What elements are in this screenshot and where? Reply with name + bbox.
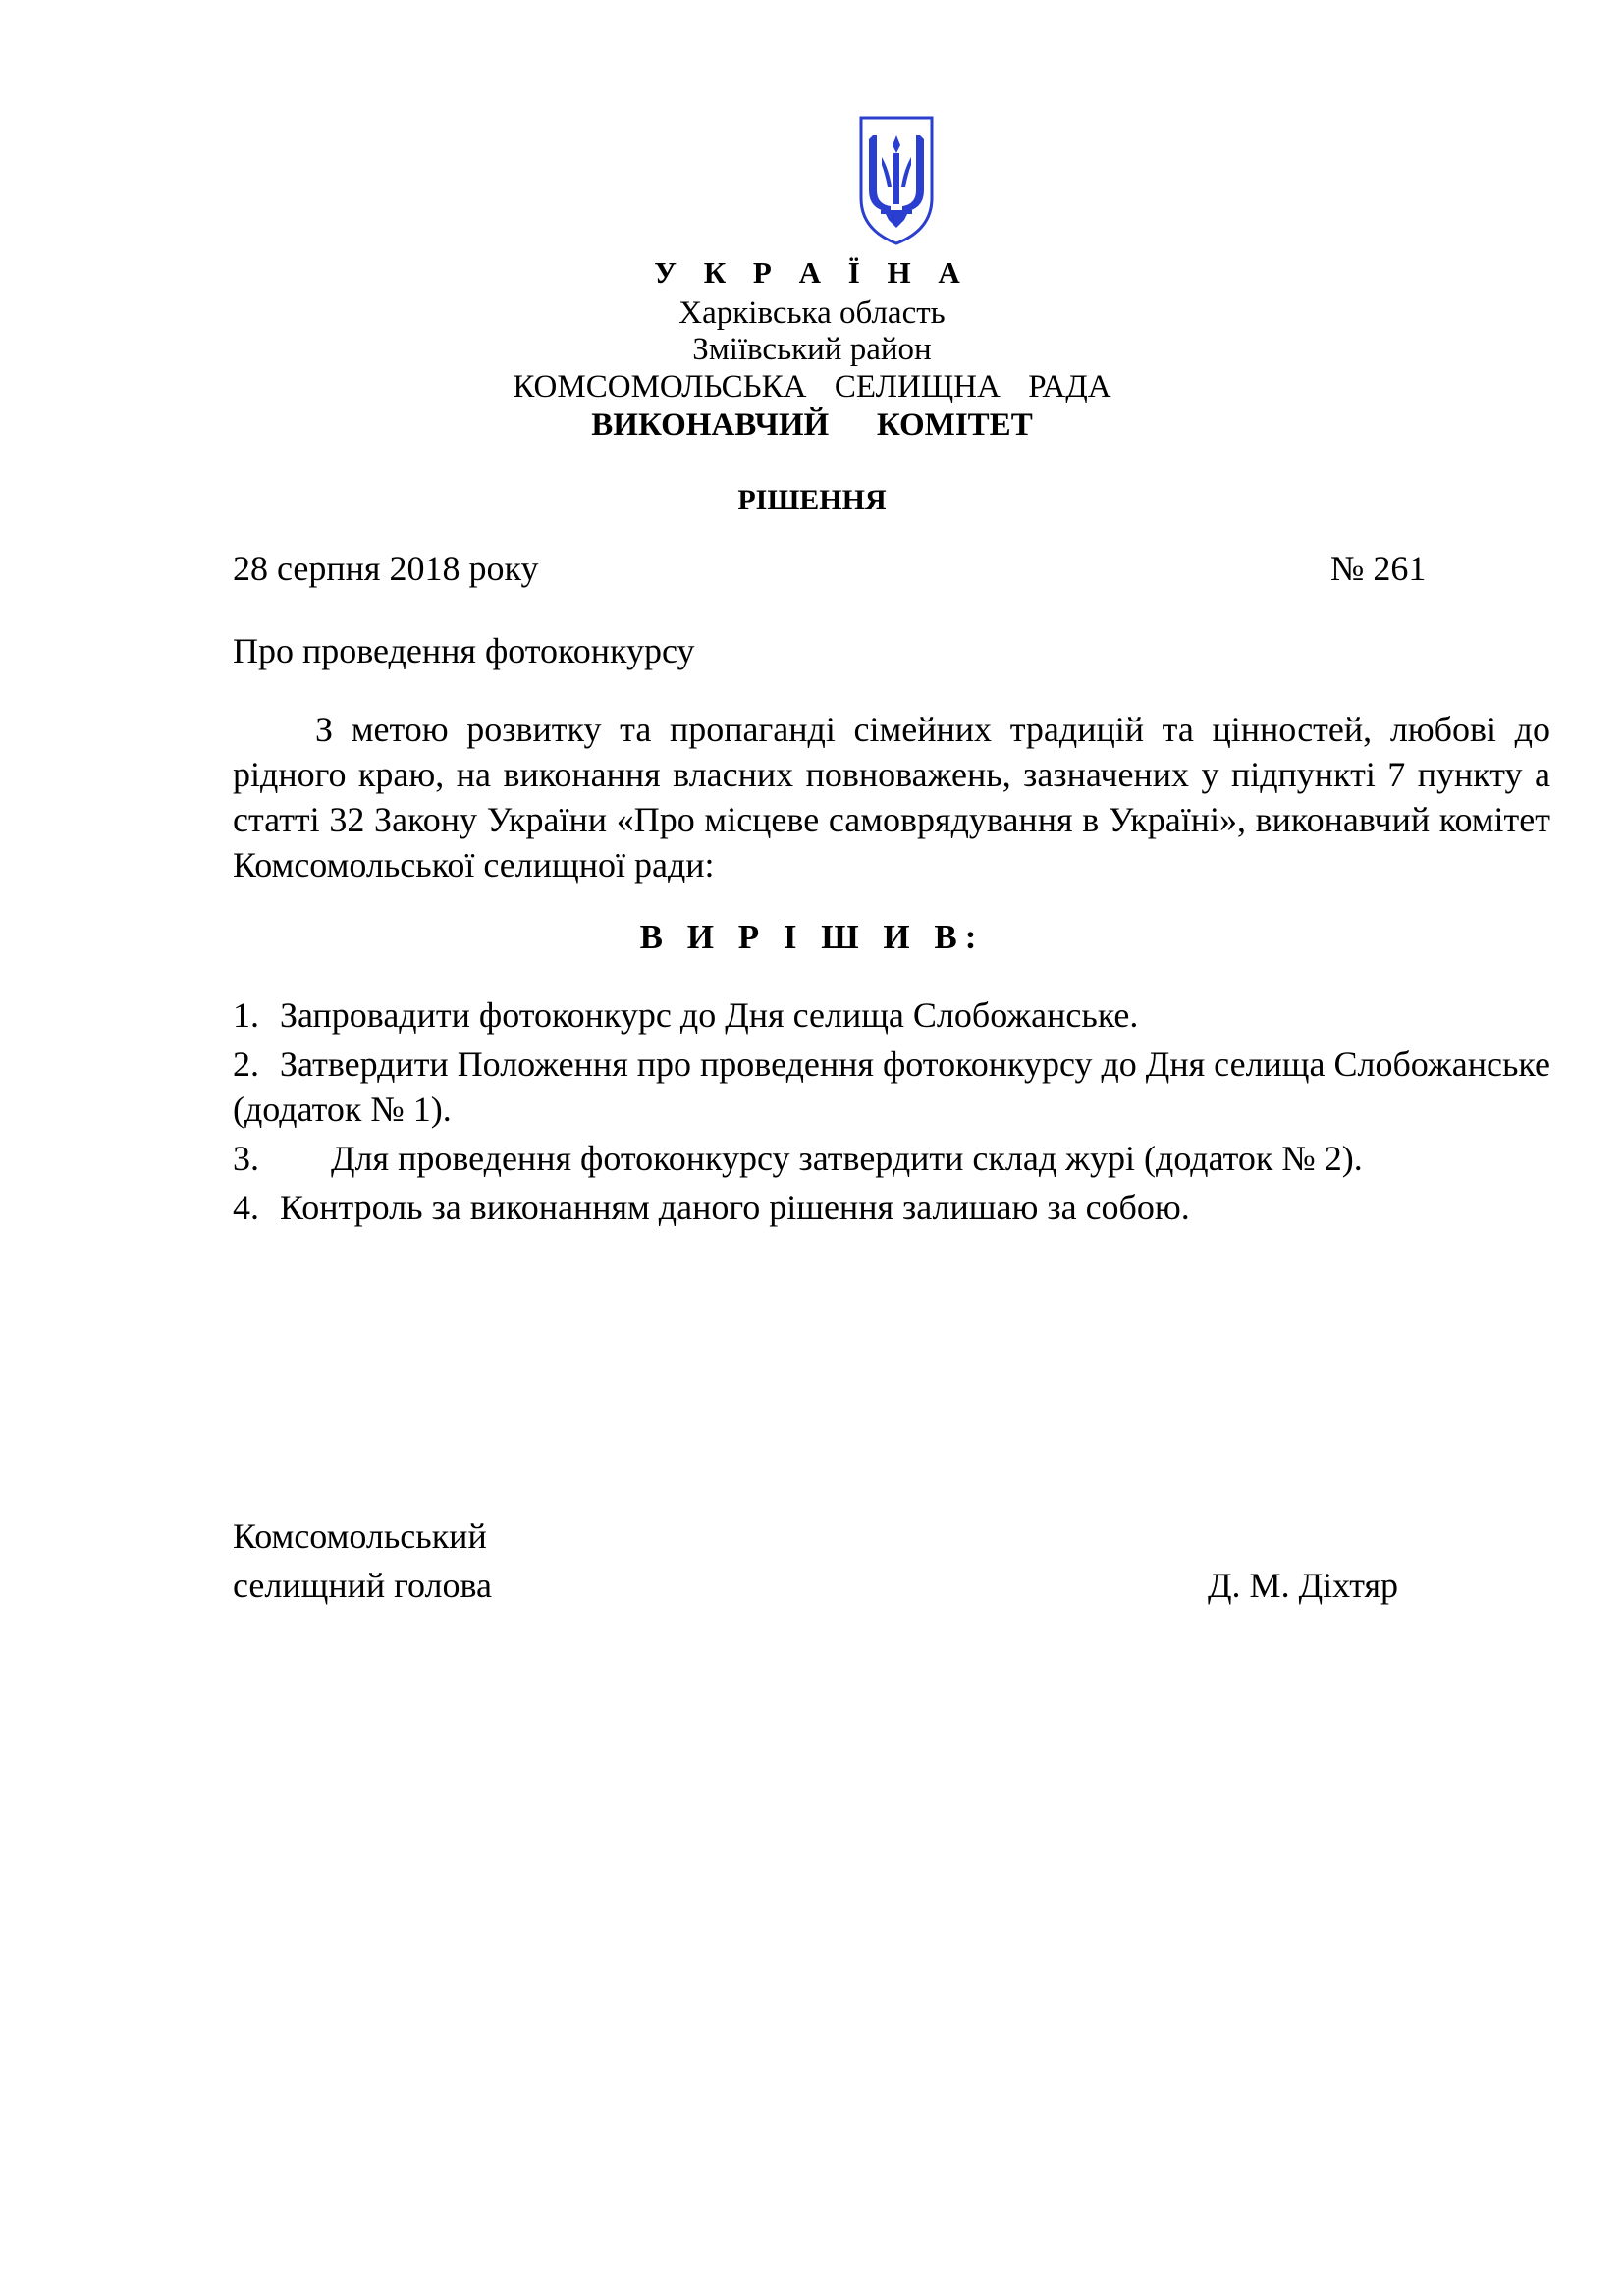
item-text: Запровадити фотоконкурс до Дня селища Слобожанське. xyxy=(280,995,1139,1035)
decision-date: 28 серпня 2018 року xyxy=(233,549,539,588)
council-name: КОМСОМОЛЬСЬКА СЕЛИЩНА РАДА xyxy=(513,369,1111,404)
list-item xyxy=(233,992,1550,1038)
item-number: 3. xyxy=(233,1139,259,1178)
decision-number: № 261 xyxy=(1330,549,1427,588)
district-line: Зміївський район xyxy=(692,332,932,367)
document-type-heading: РІШЕННЯ xyxy=(737,484,887,516)
item-number: 4. xyxy=(233,1188,259,1227)
signatory-title-line2: селищний голова xyxy=(233,1566,493,1605)
decisions-list xyxy=(233,992,1568,1234)
list-item xyxy=(233,1136,1550,1181)
committee-name: ВИКОНАВЧИЙ КОМІТЕТ xyxy=(591,407,1033,443)
decision-subject: Про проведення фотоконкурсу xyxy=(233,631,695,670)
preamble-paragraph: З метою розвитку та пропаганді сімейних традицій та цінностей, любові до рідного краю, на виконання власних повноважень, зазначених у підпункті 7 пункту а статті 32 Закону України «Про місцеве самоврядування в Україні», виконавчий комітет Комсомольської селищної ради: xyxy=(233,710,1550,884)
list-item xyxy=(233,1185,1550,1230)
signatory-name: Д. М. Діхтяр xyxy=(1208,1566,1399,1605)
item-text: Для проведення фотоконкурсу затвердити склад журі (додаток № 2). xyxy=(331,1139,1363,1178)
list-item xyxy=(233,1041,1568,1132)
region-line: Харківська область xyxy=(678,295,946,331)
item-number: 2. xyxy=(233,1044,259,1084)
decided-heading: В И Р І Ш И В: xyxy=(639,918,985,956)
signatory-title-line1: Комсомольський xyxy=(233,1517,487,1556)
coat-of-arms-icon xyxy=(855,114,938,247)
item-text: Контроль за виконанням даного рішення залишаю за собою. xyxy=(280,1188,1190,1227)
item-text: Затвердити Положення про проведення фотоконкурсу до Дня селища Слобожанське (додаток № 1). xyxy=(233,1044,1568,1129)
country-heading: У К Р А Ї Н А xyxy=(654,255,970,290)
item-number: 1. xyxy=(233,995,259,1035)
